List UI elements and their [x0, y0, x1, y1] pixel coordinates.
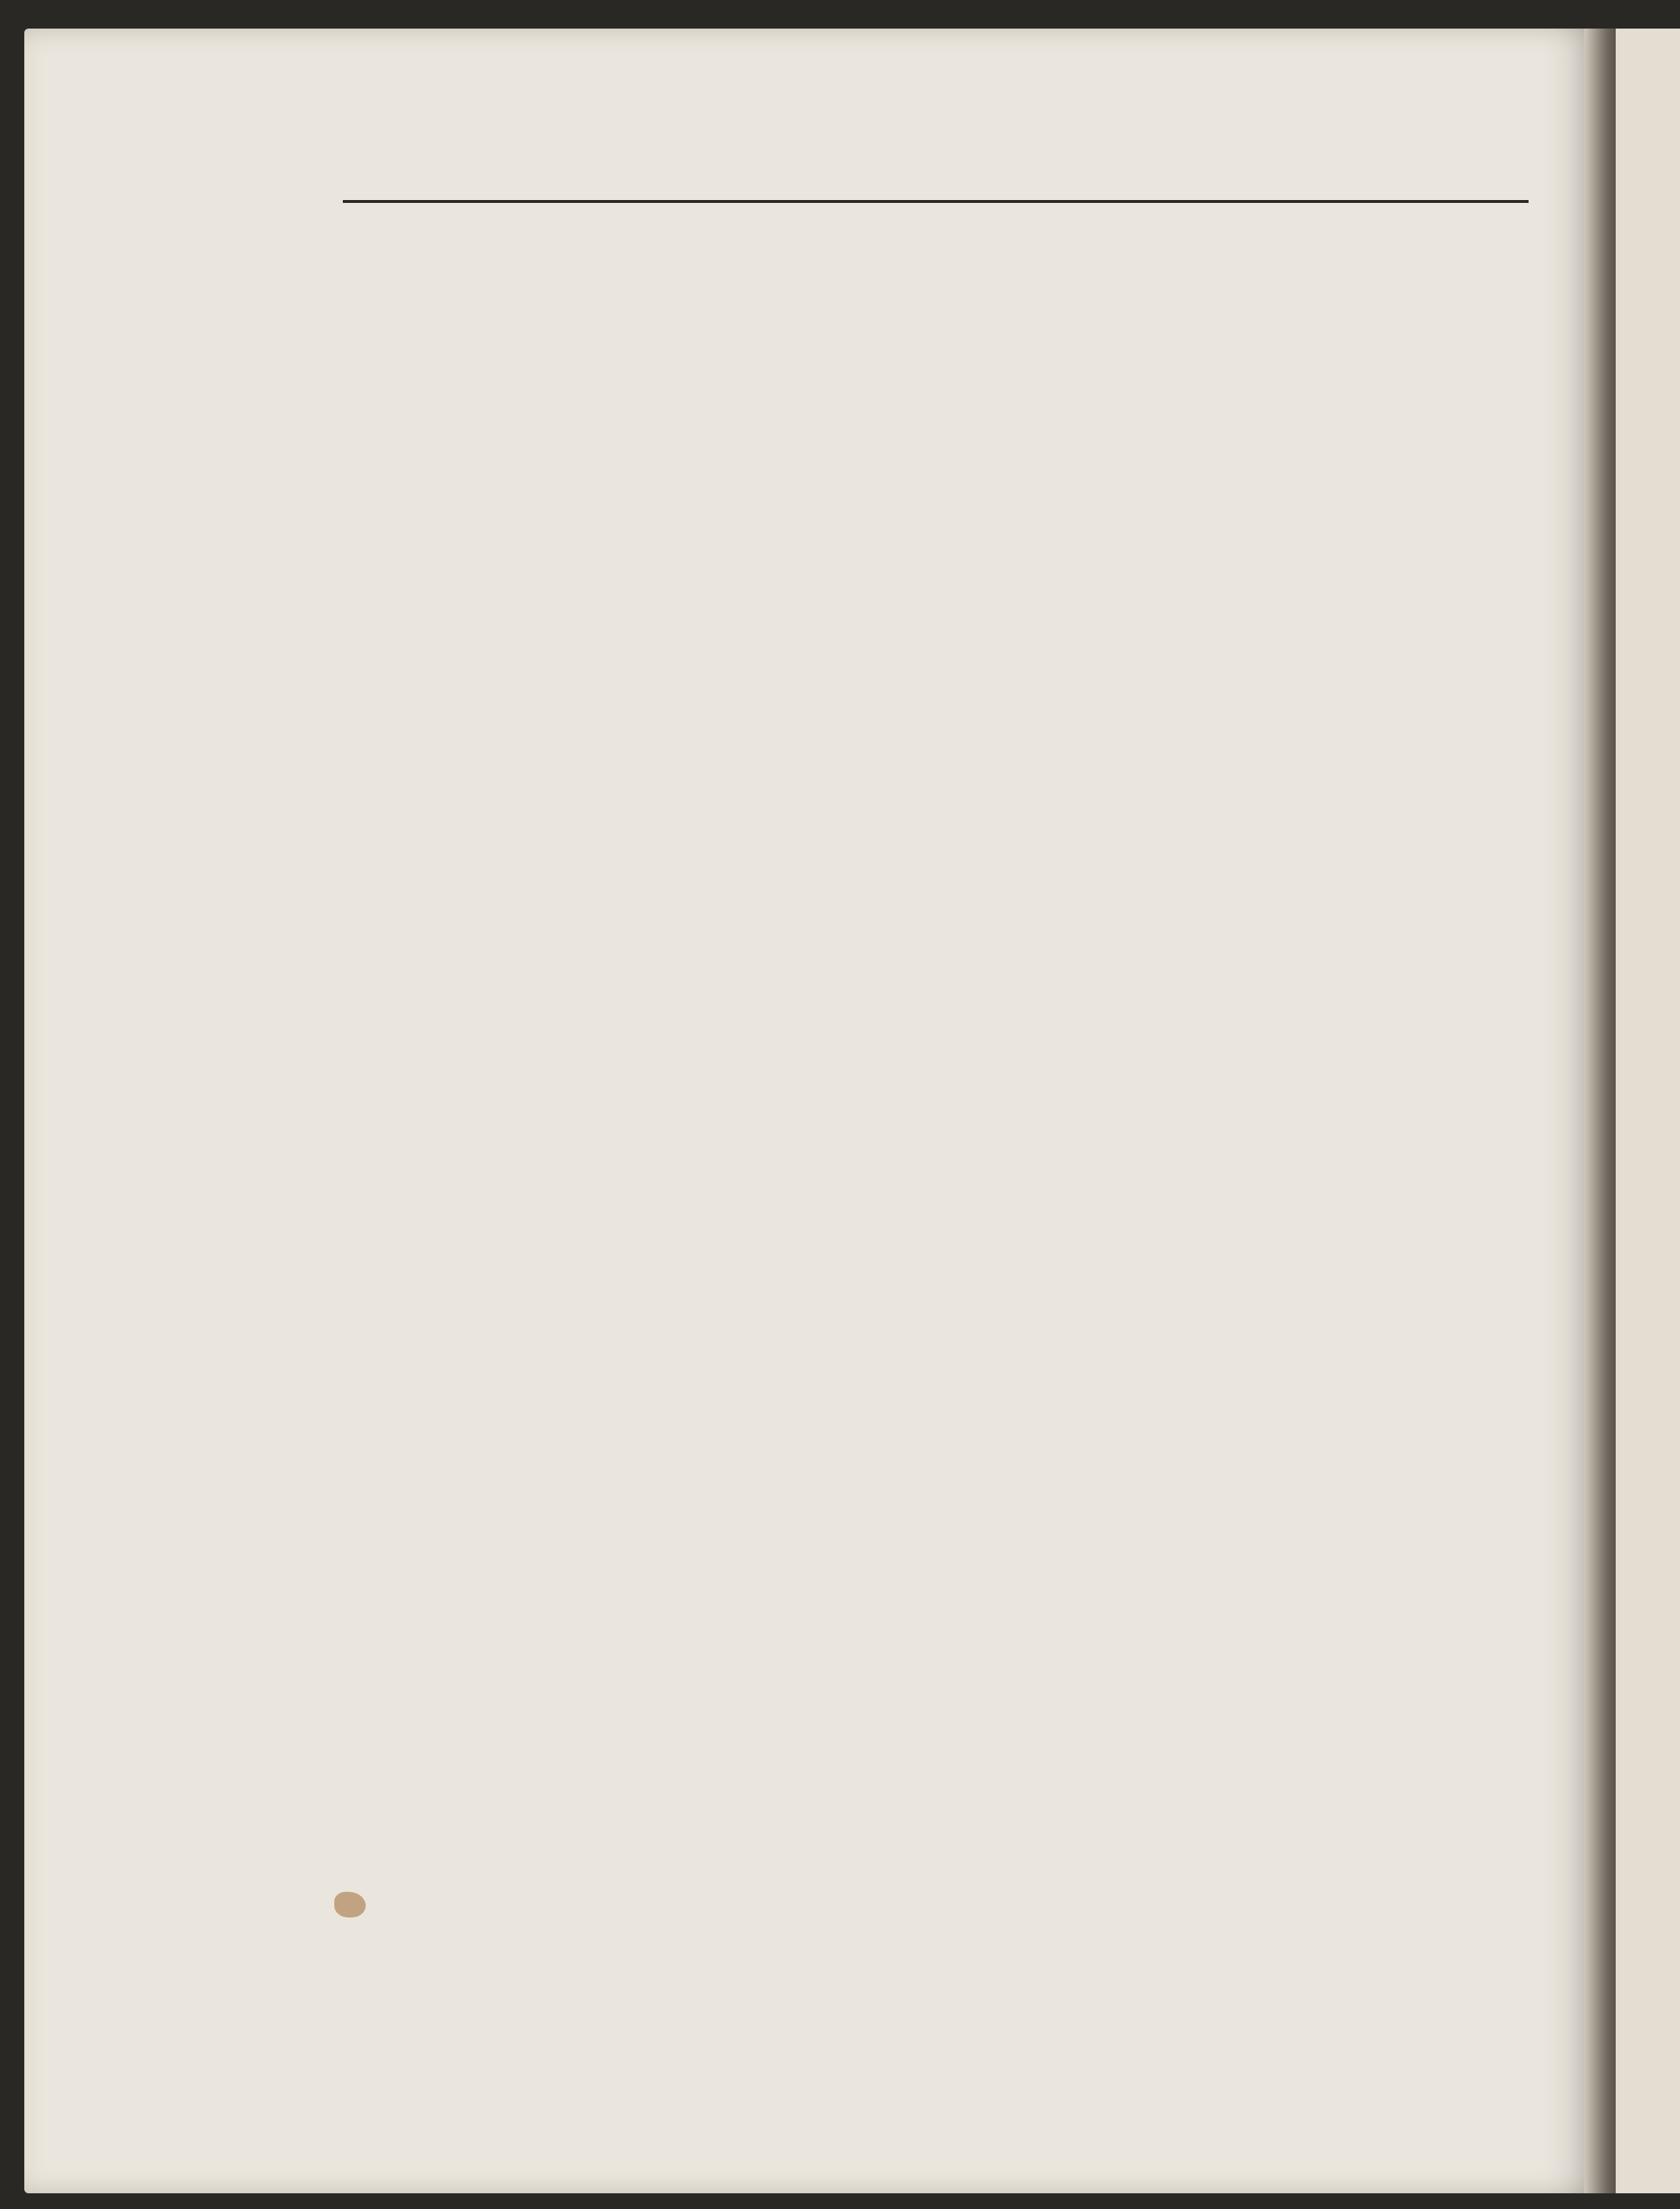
- header-rule: [343, 200, 1529, 203]
- catchword-row: [343, 1969, 1529, 2013]
- book-page: [24, 29, 1596, 2193]
- catchword: [343, 1969, 1529, 2013]
- facing-page-edge: [1616, 29, 1680, 2193]
- paper-stain: [334, 1892, 366, 1918]
